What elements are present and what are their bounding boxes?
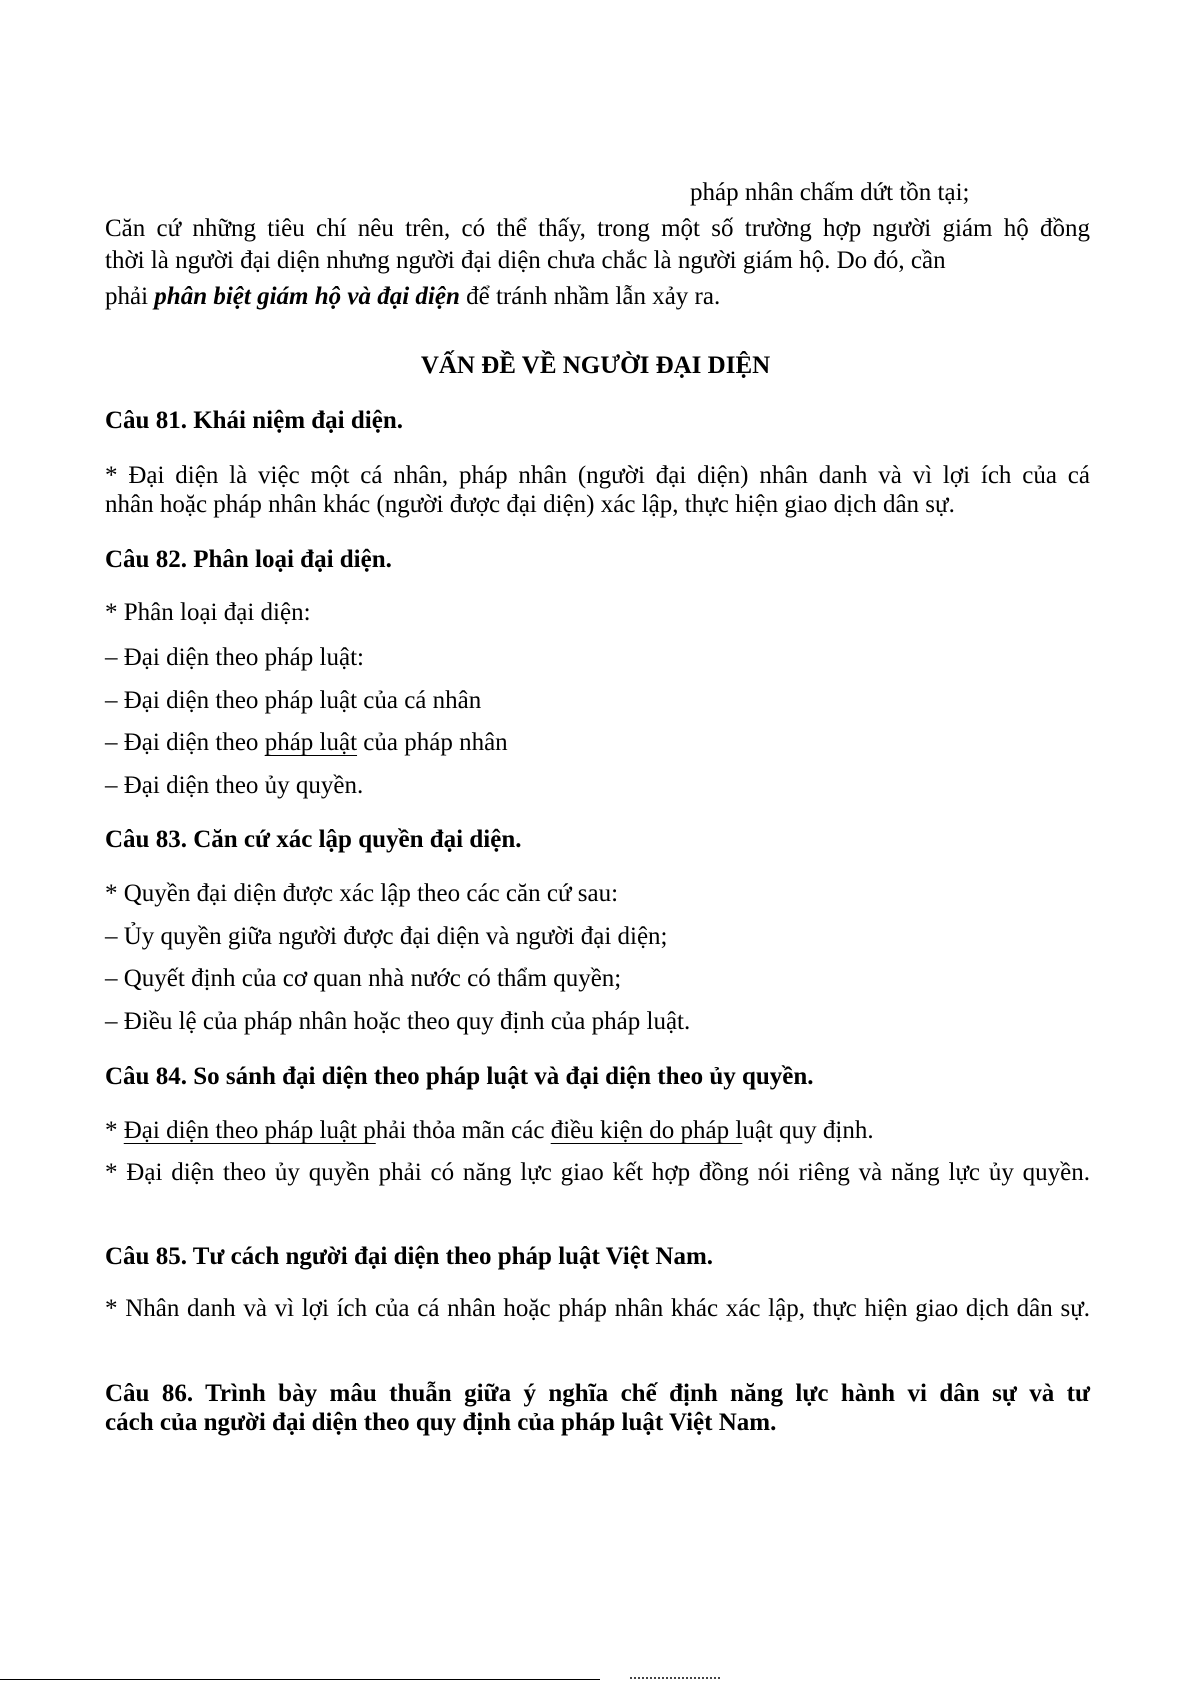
question-82-intro: * Phân loại đại diện: bbox=[105, 599, 311, 626]
question-83-title: Câu 83. Căn cứ xác lập quyền đại diện. bbox=[105, 826, 522, 853]
question-84-title: Câu 84. So sánh đại diện theo pháp luật và đại diện theo ủy quyền. bbox=[105, 1063, 814, 1090]
text-run: uật quy định. bbox=[742, 1117, 874, 1144]
list-item: – Đại diện theo pháp luật của cá nhân bbox=[105, 687, 482, 714]
emphasis-text: phân biệt giám hộ và đại diện bbox=[154, 283, 460, 310]
list-item: – Ủy quyền giữa người được đại diện và người đại diện; bbox=[105, 923, 668, 950]
intro-paragraph-line: thời là người đại diện nhưng người đại diện chưa chắc là người giám hộ. Do đó, cần bbox=[105, 247, 946, 274]
underlined-text: pháp luật bbox=[264, 729, 358, 756]
list-item: – Đại diện theo ủy quyền. bbox=[105, 772, 364, 799]
section-title: VẤN ĐỀ VỀ NGƯỜI ĐẠI DIỆN bbox=[420, 352, 771, 379]
underlined-text: Đại diện theo pháp luật p bbox=[123, 1117, 376, 1144]
question-81-title: Câu 81. Khái niệm đại diện. bbox=[105, 407, 403, 434]
text-run: – Đại diện theo bbox=[105, 729, 265, 756]
intro-continuation: pháp nhân chấm dứt tồn tại; bbox=[690, 179, 970, 206]
intro-paragraph-line bbox=[105, 280, 1090, 313]
list-item bbox=[105, 726, 1090, 759]
text-run: phải bbox=[105, 283, 155, 310]
question-85-answer-paragraph: * Nhân danh và vì lợi ích của cá nhân hoặc pháp nhân khác xác lập, thực hiện giao dịch dân sự. bbox=[105, 1295, 1090, 1322]
question-81-answer-line: * Đại diện là việc một cá nhân, pháp nhân (người đại diện) nhân danh và vì lợi ích của cá bbox=[105, 462, 1090, 489]
question-82-title: Câu 82. Phân loại đại diện. bbox=[105, 546, 392, 573]
question-85-title: Câu 85. Tư cách người đại diện theo pháp luật Việt Nam. bbox=[105, 1243, 714, 1270]
text-run: * bbox=[105, 1117, 124, 1144]
text-run: để tránh nhầm lẫn xảy ra. bbox=[459, 283, 721, 310]
list-item: – Điều lệ của pháp nhân hoặc theo quy định của pháp luật. bbox=[105, 1008, 691, 1035]
intro-paragraph-line: Căn cứ những tiêu chí nêu trên, có thể thấy, trong một số trường hợp người giám hộ đồng bbox=[105, 215, 1090, 242]
page-bottom-rule bbox=[0, 1679, 600, 1680]
question-86-title-line: Câu 86. Trình bày mâu thuẫn giữa ý nghĩa chế định năng lực hành vi dân sự và tư bbox=[105, 1380, 1090, 1407]
text-run: hải thỏa mãn các bbox=[375, 1117, 551, 1144]
question-81-answer-line: nhân hoặc pháp nhân khác (người được đại diện) xác lập, thực hiện giao dịch dân sự. bbox=[105, 491, 955, 518]
list-item: – Quyết định của cơ quan nhà nước có thẩm quyền; bbox=[105, 965, 622, 992]
page-bottom-mark bbox=[630, 1677, 720, 1679]
question-83-intro: * Quyền đại diện được xác lập theo các căn cứ sau: bbox=[105, 880, 619, 907]
list-item: – Đại diện theo pháp luật: bbox=[105, 644, 364, 671]
question-86-title-line: cách của người đại diện theo quy định của pháp luật Việt Nam. bbox=[105, 1409, 777, 1436]
underlined-text: điều kiện do pháp l bbox=[550, 1117, 743, 1144]
text-run: của pháp nhân bbox=[357, 729, 508, 756]
question-84-answer-paragraph: * Đại diện theo ủy quyền phải có năng lực giao kết hợp đồng nói riêng và năng lực ủy quyền. bbox=[105, 1159, 1090, 1186]
question-84-answer-line bbox=[105, 1114, 1090, 1147]
